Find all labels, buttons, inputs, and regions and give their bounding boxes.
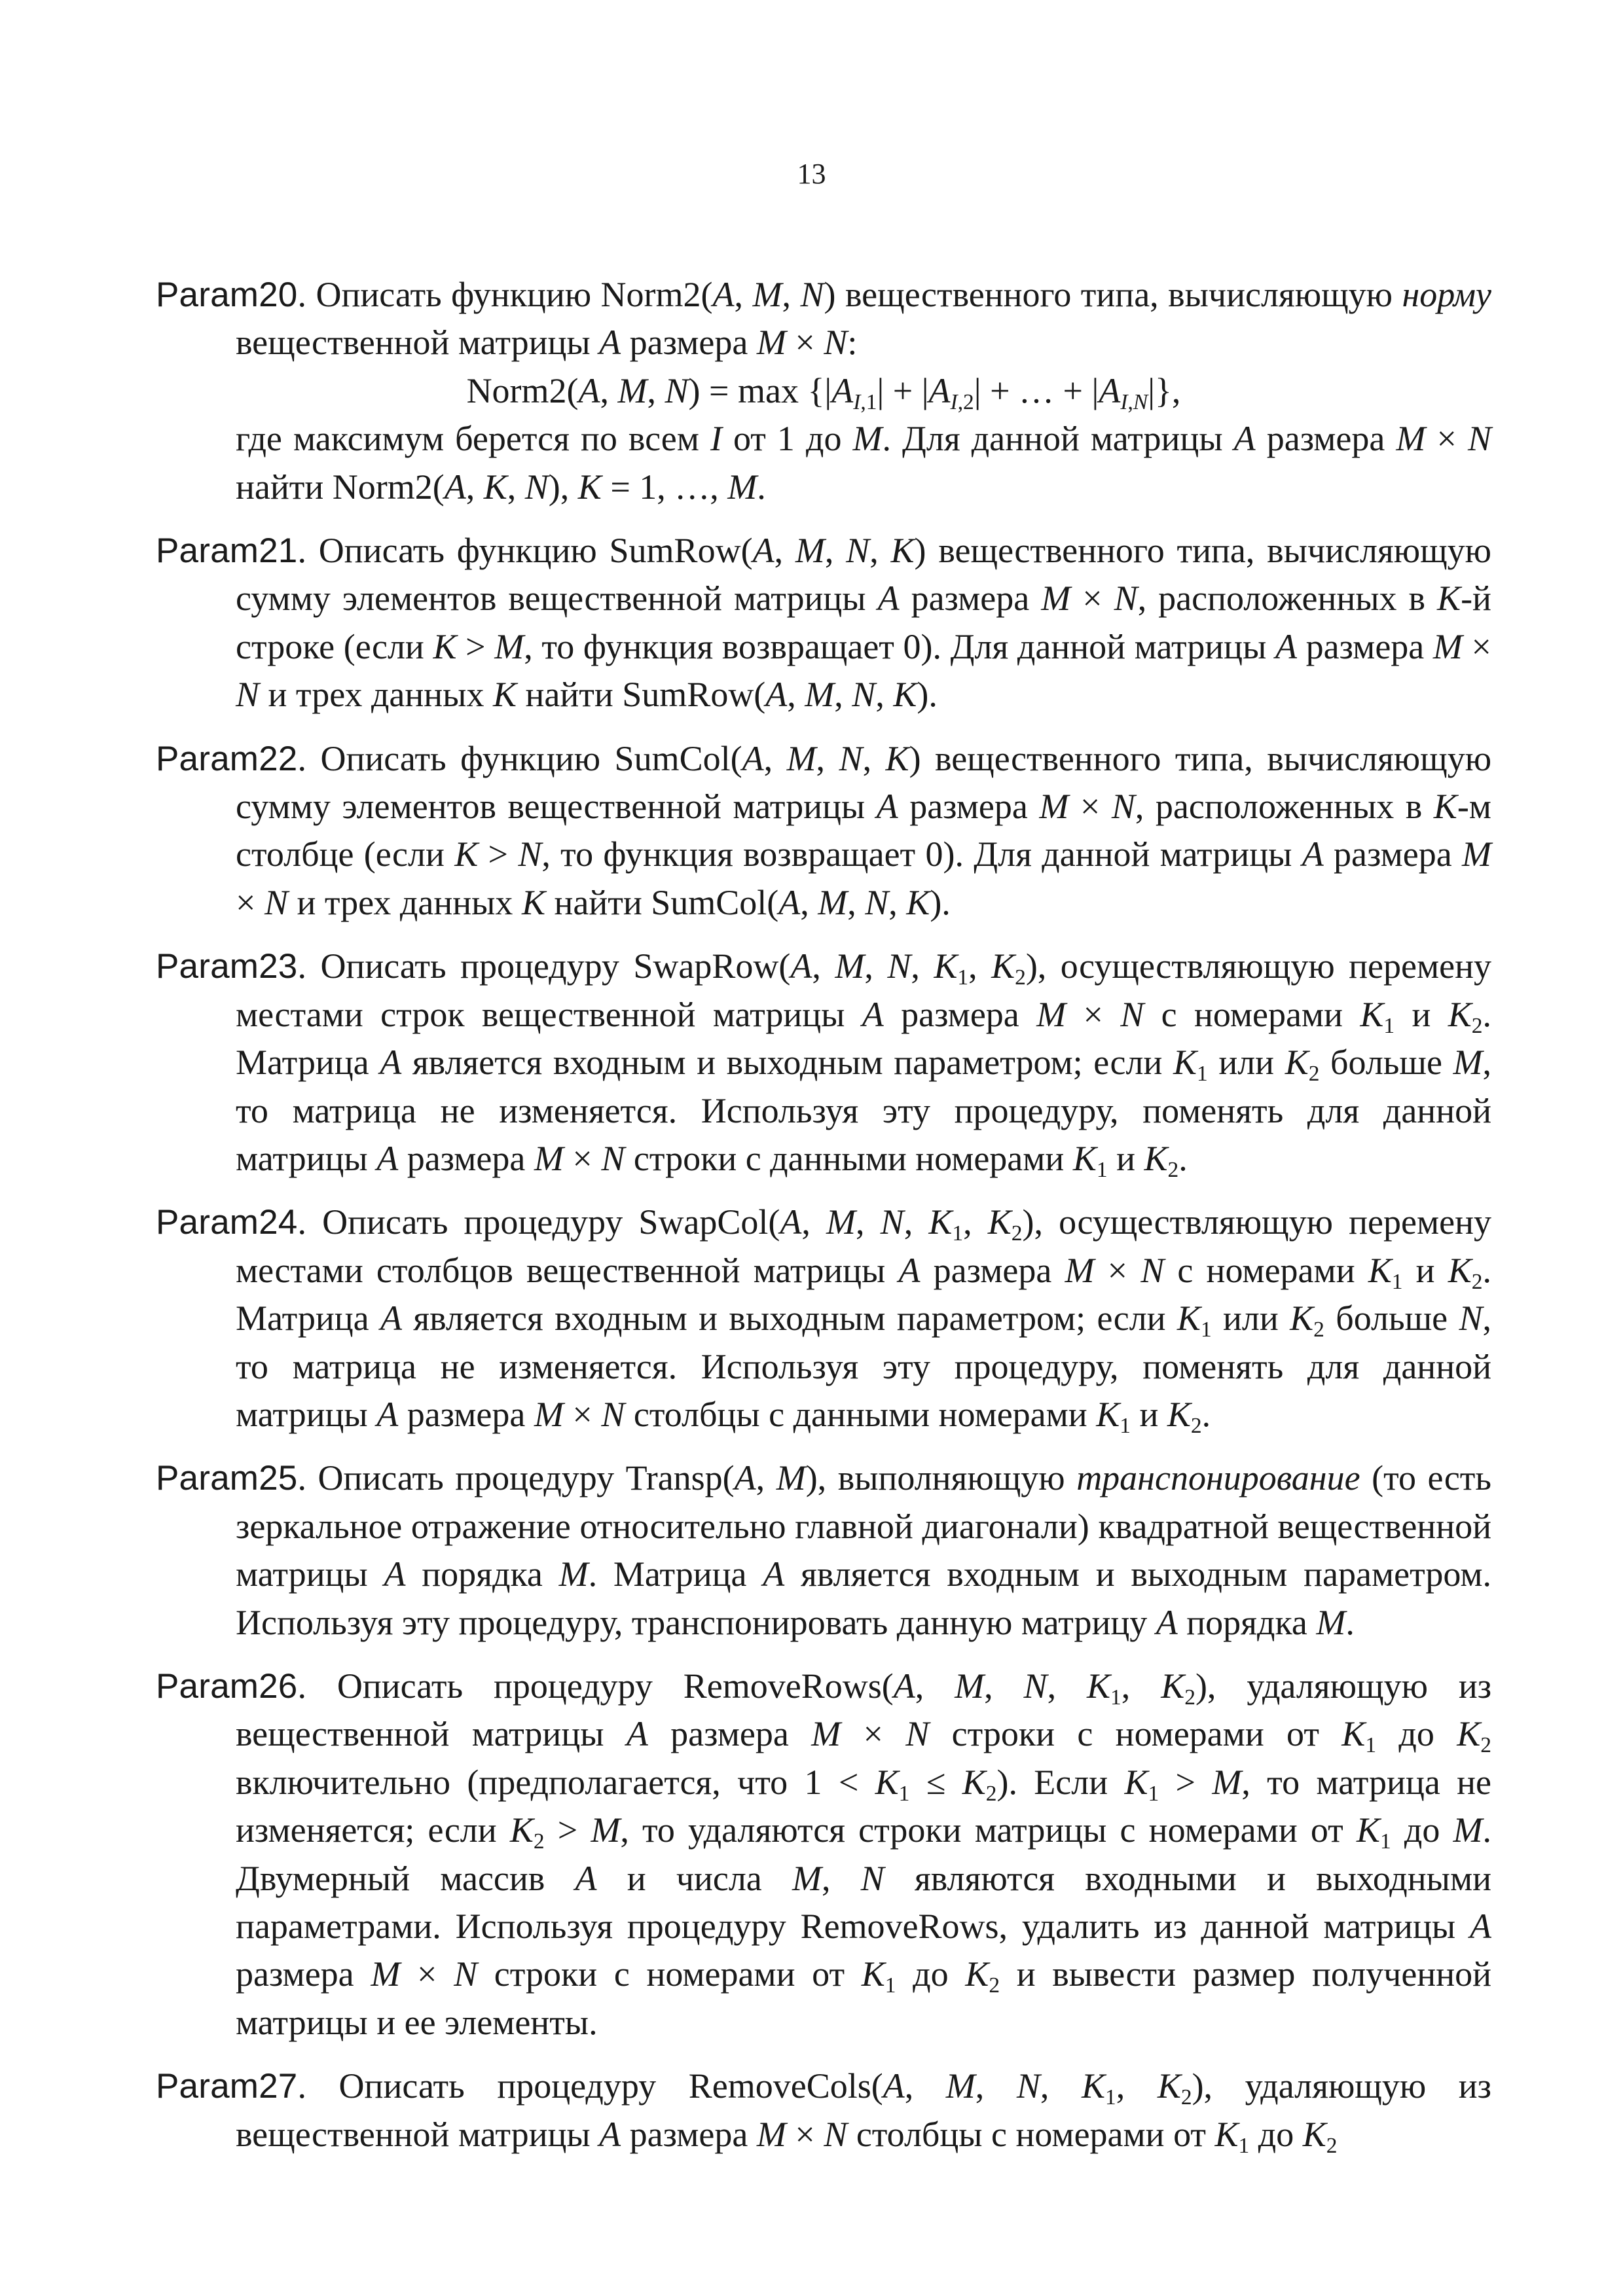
task-id: Param26	[156, 1666, 298, 1706]
task-param25: Param25. Описать процедуру Transp(A, M), выполняющую транспонирование (то есть зеркальное отражение относительно главной диагонали) квадратной вещественной матрицы A порядка M. Матрица A является входным и выходным параметром. Используя эту процедуру, транспонировать данную матрицу A порядка M.	[156, 1458, 1492, 1642]
task-text: Описать функцию Norm2(A, M, N) вещественного типа, вычисляющую норму вещественной матрицы A размера M × N:	[236, 275, 1492, 363]
task-param22: Param22. Описать функцию SumCol(A, M, N, K) вещественного типа, вычисляющую сумму элементов вещественной матрицы A размера M × N, расположенных в K-м столбце (если K > N, то функция возвращает 0). Для данной матрицы A размера M × N и трех данных K найти SumCol(A, M, N, K).	[156, 738, 1492, 922]
task-id: Param21	[156, 531, 298, 571]
task-param21: Param21. Описать функцию SumRow(A, M, N, K) вещественного типа, вычисляющую сумму элементов вещественной матрицы A размера M × N, расположенных в K-й строке (если K > M, то функция возвращает 0). Для данной матрицы A размера M × N и трех данных K найти SumRow(A, M, N, K).	[156, 531, 1492, 715]
task-text: Описать функцию SumRow(A, M, N, K) вещественного типа, вычисляющую сумму элементов вещественной матрицы A размера M × N, расположенных в K-й строке (если K > M, то функция возвращает 0). Для данной матрицы A размера M × N и трех данных K найти SumRow(A, M, N, K).	[236, 531, 1492, 715]
formula: Norm2(A, M, $N) = \max \{|A_{I,1}| + |A_{I,2}|$ + … + $|A_{I,N}|$},	[466, 370, 1181, 414]
task-param23: Param23. Описать процедуру SwapRow(A, M, N, $K_1$, $K_2$), осуществляющую перемену местами строк вещественной матрицы A размера M × N с номерами $K_1$ и $K_2$. Матрица A является входным и выходным параметром; если $K_1$ или $K_2$ больше M, то матрица не изменяется. Используя эту процедуру, поменять для данной матрицы A размера M × N строки с данными номерами $K_1$ и $K_2$.	[156, 946, 1492, 1182]
task-param26: Param26. Описать процедуру RemoveRows(A, M, N, $K_1$, $K_2$), удаляющую из вещественной матрицы A размера M × N строки с номерами от $K_1$ до $K_2$ включительно (предполагается, что $1 < K_1 \le K_2$). Если $K_1 > M$, то матрица не изменяется; если $K_2 > M$, то удаляются строки матрицы с номерами от $K_1$ до M. Двумерный массив A и числа M, N являются входными и выходными параметрами. Используя процедуру RemoveRows, удалить из данной матрицы A размера M × N строки с номерами от $K_1$ до $K_2$ и вывести размер полученной матрицы и ее элементы.	[156, 1666, 1492, 2042]
task-text-continued: где максимум берется по всем I от 1 до M. Для данной матрицы A размера M × N найти Norm2(A, K, N), K = 1, …, M.	[236, 419, 1491, 507]
task-id: Param20	[156, 276, 298, 314]
task-param20: Param20. Описать функцию Norm2(A, M, N) вещественного типа, вычисляющую норму вещественной матрицы A размера M × N: Norm2(A, M, $N) = \max \{|A_{I,1}| + |A_{I,2}|$ + … + $|A_{I,N}|$}, где максимум берется по всем I от 1 до M. Для данной матрицы A размера M × N найти Norm2(A, K, N), K = 1, …, M.	[156, 271, 1491, 511]
task-id: Param22	[156, 739, 298, 778]
task-text: Описать процедуру SwapRow(A, M, N, $K_1$, $K_2$), осуществляющую перемену местами строк вещественной матрицы A размера M × N с номерами $K_1$ и $K_2$. Матрица A является входным и выходным параметром; если $K_1$ или $K_2$ больше M, то матрица не изменяется. Используя эту процедуру, поменять для данной матрицы A размера M × N строки с данными номерами $K_1$ и $K_2$.	[236, 946, 1492, 1182]
task-id: Param23	[156, 947, 298, 986]
task-param27: Param27. Описать процедуру RemoveCols(A, M, N, $K_1$, $K_2$), удаляющую из вещественной матрицы A размера M × N столбцы с номерами от $K_1$ до $K_2$	[156, 2066, 1492, 2158]
task-id: Param25	[156, 1459, 298, 1498]
task-param24: Param24. Описать процедуру SwapCol(A, M, N, $K_1$, $K_2$), осуществляющую перемену местами столбцов вещественной матрицы A размера M × N с номерами $K_1$ и $K_2$. Матрица A является входным и выходным параметром; если $K_1$ или $K_2$ больше N, то матрица не изменяется. Используя эту процедуру, поменять для данной матрицы A размера M × N столбцы с данными номерами $K_1$ и $K_2$.	[156, 1202, 1492, 1438]
task-text: Описать процедуру SwapCol(A, M, N, $K_1$, $K_2$), осуществляющую перемену местами столбцов вещественной матрицы A размера M × N с номерами $K_1$ и $K_2$. Матрица A является входным и выходным параметром; если $K_1$ или $K_2$ больше N, то матрица не изменяется. Используя эту процедуру, поменять для данной матрицы A размера M × N столбцы с данными номерами $K_1$ и $K_2$.	[236, 1202, 1492, 1438]
task-list	[156, 271, 1491, 2174]
task-text: Описать процедуру Transp(A, M), выполняющую транспонирование (то есть зеркальное отражение относительно главной диагонали) квадратной вещественной матрицы A порядка M. Матрица A является входным и выходным параметром. Используя эту процедуру, транспонировать данную матрицу A порядка M.	[236, 1458, 1492, 1642]
task-id: Param24	[156, 1203, 298, 1242]
task-text: Описать процедуру RemoveCols(A, M, N, $K_1$, $K_2$), удаляющую из вещественной матрицы A размера M × N столбцы с номерами от $K_1$ до $K_2$	[236, 2066, 1492, 2158]
task-text: Описать функцию SumCol(A, M, N, K) вещественного типа, вычисляющую сумму элементов вещественной матрицы A размера M × N, расположенных в K-м столбце (если K > N, то функция возвращает 0). Для данной матрицы A размера M × N и трех данных K найти SumCol(A, M, N, K).	[236, 738, 1492, 922]
task-text: Описать процедуру RemoveRows(A, M, N, $K_1$, $K_2$), удаляющую из вещественной матрицы A размера M × N строки с номерами от $K_1$ до $K_2$ включительно (предполагается, что $1 < K_1 \le K_2$). Если $K_1 > M$, то матрица не изменяется; если $K_2 > M$, то удаляются строки матрицы с номерами от $K_1$ до M. Двумерный массив A и числа M, N являются входными и выходными параметрами. Используя процедуру RemoveRows, удалить из данной матрицы A размера M × N строки с номерами от $K_1$ до $K_2$ и вывести размер полученной матрицы и ее элементы.	[236, 1666, 1492, 2042]
page-number: 13	[797, 158, 826, 190]
task-id: Param27	[156, 2067, 298, 2106]
